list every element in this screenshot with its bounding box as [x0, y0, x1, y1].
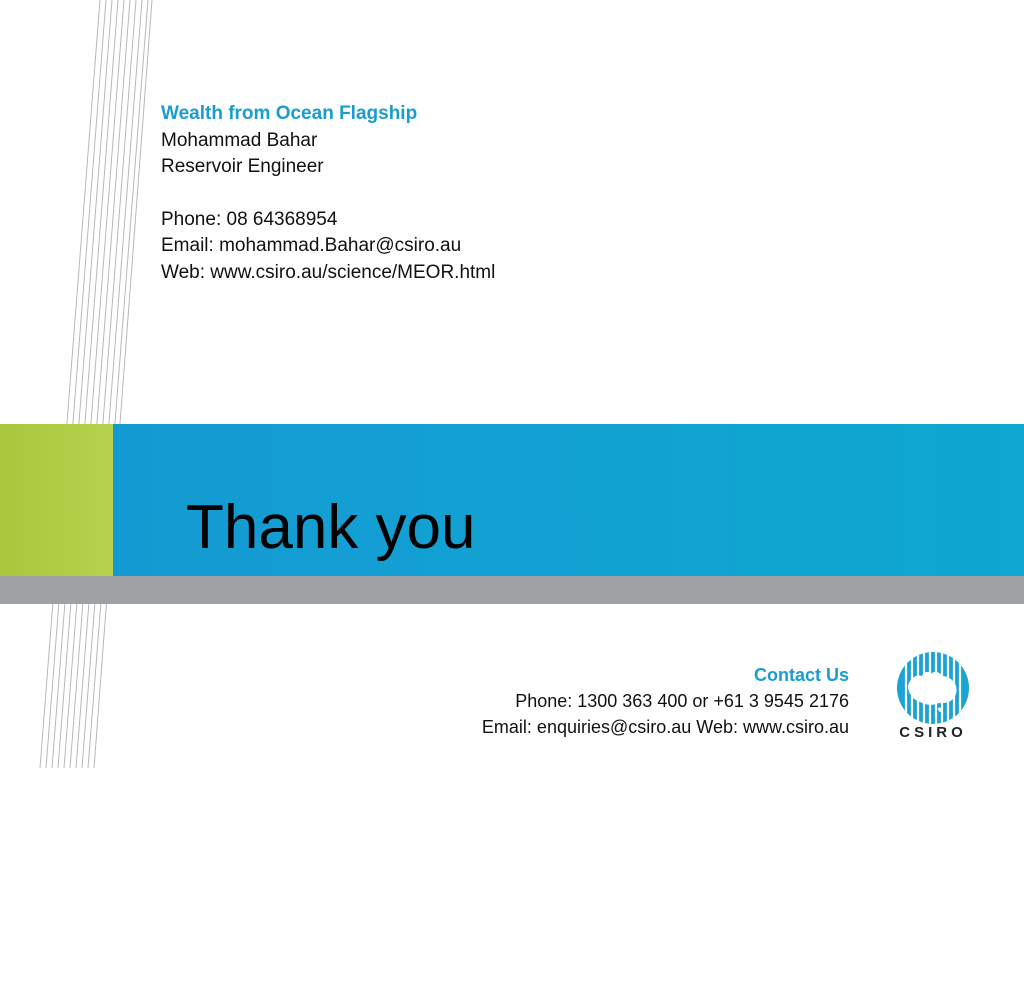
side-url: www.csiro.au [35, 863, 56, 985]
contact-phone: Phone: 1300 363 400 or +61 3 9545 2176 [515, 691, 849, 711]
thank-you-title: Thank you [186, 493, 476, 562]
gray-bar [0, 576, 1024, 604]
presenter-name: Mohammad Bahar [161, 129, 318, 151]
green-tab [0, 424, 113, 985]
presenter-email: Email: mohammad.Bahar@csiro.au [161, 235, 462, 256]
presenter-info [161, 101, 495, 286]
csiro-logo-text: CSIRO [899, 724, 967, 741]
flagship-title: Wealth from Ocean Flagship [161, 103, 418, 124]
contact-heading: Contact Us [753, 665, 849, 685]
presenter-role: Reservoir Engineer [161, 156, 324, 177]
spacer [161, 181, 495, 207]
presenter-web: Web: www.csiro.au/science/MEOR.html [161, 261, 496, 283]
presenter-phone: Phone: 08 64368954 [161, 208, 338, 230]
contact-email-web: Email: enquiries@csiro.au Web: www.csiro.au [481, 717, 849, 737]
blue-banner [0, 424, 1024, 576]
contact-block [482, 662, 849, 740]
